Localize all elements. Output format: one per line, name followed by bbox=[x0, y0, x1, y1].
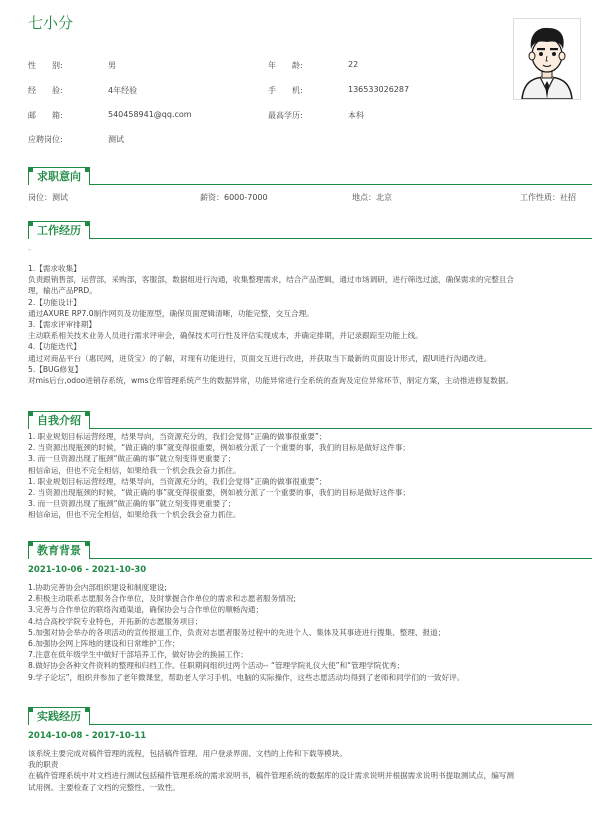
age-label: 年 龄: bbox=[268, 61, 303, 70]
edu-line: 4.结合高校学院专业特色，开拓新的志愿服务项目； bbox=[28, 616, 203, 626]
avatar bbox=[513, 18, 581, 100]
edu-line: 1.协助完善协会内部组织建设和制度建设; bbox=[28, 583, 167, 592]
practice-line: 该系统主要完成对稿件管理的流程，包括稿件管理、用户登录界面、文档的上传和下载等模块。 bbox=[28, 749, 347, 758]
section-title-edu: 教育背景 bbox=[28, 541, 90, 559]
work-line: 通过对商品平台（惠民网，进货宝）的了解，对现有功能进行，页面交互进行改进，并获取当下最新的页面设计形式，跟UI进行沟通改进。 bbox=[28, 353, 492, 363]
work-line: 通过AXURE RP7.0制作网页及功能原型，确保页面逻辑清晰，功能完整，交互合理。 bbox=[28, 308, 314, 318]
avatar-illustration bbox=[514, 19, 580, 99]
intro-line: 2. 当资源出现瓶颈的时候，“做正确的事”就变得很重要，例如被分派了一个重要的事，我们的目标是做好这件事； bbox=[28, 488, 411, 498]
work-line: 对mis后台,odoo进销存系统，wms仓库管理系统产生的数据异常，功能异常进行全系统的查询及定位异常环节，制定方案，主动推进修复数据。 bbox=[28, 376, 514, 386]
edu-line: 7.注意在低年级学生中做好干部培养工作，做好协会的换届工作； bbox=[28, 650, 248, 660]
edu-date: 2021-10-06 - 2021-10-30 bbox=[28, 565, 147, 575]
section-header-intent bbox=[28, 167, 592, 185]
phone-value: 136533026287 bbox=[348, 85, 410, 94]
section-header-practice bbox=[28, 707, 592, 725]
section-title-intent: 求职意向 bbox=[28, 167, 90, 185]
edu-line: 8.做好协会各种文件资料的整理和归档工作。任职期间组织过两个活动-- “管理学院礼仪大使”和“管理学院优秀； bbox=[28, 661, 405, 671]
edu-line: 2.积极主动联系志愿服务合作单位，及时掌握合作单位的需求和志愿者服务情况; bbox=[28, 594, 296, 604]
work-line: 1.【需求收集】 bbox=[28, 264, 81, 273]
experience-label: 经 验: bbox=[28, 86, 63, 95]
practice-content bbox=[28, 748, 592, 793]
phone-label: 手 机: bbox=[268, 86, 303, 95]
practice-line: 我的职责 bbox=[28, 760, 59, 770]
intro-content bbox=[28, 431, 592, 521]
work-line: 3.【需求评审排期】 bbox=[28, 320, 96, 330]
work-line: 负责跟销售部，运营部，采购部，客服部，数据组进行沟通，收集整理需求，结合产品逻辑，通过市场调研，进行筛选过滤，确保需求的完整且合 bbox=[28, 275, 514, 285]
edu-content bbox=[28, 582, 592, 683]
section-header-intro bbox=[28, 411, 592, 429]
edu-line: 5.加强对协会举办的各项活动的宣传报道工作，负责对志愿者服务过程中的先进个人、集体及其事迹进行搜集、整理、报道； bbox=[28, 627, 446, 637]
section-title-practice: 实践经历 bbox=[28, 707, 90, 725]
practice-date: 2014-10-08 - 2017-10-11 bbox=[28, 731, 147, 741]
position-label: 应聘岗位: bbox=[28, 135, 63, 144]
intent-salary: 薪资：6000-7000 bbox=[200, 193, 268, 202]
intro-line: 2. 当资源出现瓶颈的时候，“做正确的事”就变得很重要，例如被分派了一个重要的事，我们的目标是做好这件事； bbox=[28, 443, 411, 453]
edu-line: 9.学子论坛”，组织并参加了老年微课堂，帮助老人学习手机、电脑的实际操作，这些志愿活动均得到了老师和同学们的一致好评。 bbox=[28, 672, 465, 682]
edu-line: 3.完善与合作单位的联络沟通渠道，确保协会与合作单位的顺畅沟通； bbox=[28, 605, 264, 615]
work-line: 5.【BUG修复】 bbox=[28, 364, 83, 374]
age-value: 22 bbox=[348, 60, 359, 69]
email-label: 邮 箱: bbox=[28, 111, 63, 120]
intro-line: 相信命运，但也不完全相信，如果给我一个机会我会奋力抓住。 bbox=[28, 510, 241, 520]
work-content bbox=[28, 263, 592, 386]
work-line: 2.【功能设计】 bbox=[28, 297, 81, 307]
work-line: 4.【功能迭代】 bbox=[28, 342, 81, 352]
work-dash: - bbox=[28, 245, 31, 254]
education-value: 本科 bbox=[348, 111, 364, 120]
intent-location: 地点：北京 bbox=[352, 193, 392, 202]
intro-line: 1. 职业规划目标运营经理，结果导向，当资源充分的，我们会觉得“正确的做事很重要”； bbox=[28, 432, 327, 441]
section-header-edu bbox=[28, 541, 592, 559]
email-value: 540458941@qq.com bbox=[108, 110, 192, 119]
section-title-intro: 自我介绍 bbox=[28, 411, 90, 429]
practice-line: 在稿件管理系统中对文档进行测试包括稿件管理系统的需求说明书，稿件管理系统的数据库的设计需求说明并根据需求说明书提取测试点，编写测 bbox=[28, 771, 514, 781]
edu-line: 6.加强协会网上阵地的建设和日常维护工作； bbox=[28, 639, 180, 649]
intro-line: 3. 而一旦资源出现了瓶颈“做正确的事”就立刻变得更重要了； bbox=[28, 499, 236, 509]
section-header-work bbox=[28, 221, 592, 239]
candidate-name: 七小分 bbox=[28, 14, 74, 32]
intro-line: 1. 职业规划目标运营经理，结果导向，当资源充分的，我们会觉得“正确的做事很重要”； bbox=[28, 476, 327, 486]
intent-position: 岗位：测试 bbox=[28, 193, 68, 202]
section-title-work: 工作经历 bbox=[28, 221, 90, 239]
intent-type: 工作性质：社招 bbox=[520, 193, 576, 202]
gender-value: 男 bbox=[108, 61, 116, 70]
work-line: 理，输出产品PRD。 bbox=[28, 286, 97, 296]
position-value: 测试 bbox=[108, 135, 124, 144]
experience-value: 4年经验 bbox=[108, 86, 138, 95]
practice-line: 试用例。主要检查了文档的完整性、一致性。 bbox=[28, 782, 180, 792]
gender-label: 性 别: bbox=[28, 61, 63, 70]
intro-line: 相信命运，但也不完全相信，如果给我一个机会我会奋力抓住。 bbox=[28, 465, 241, 475]
intro-line: 3. 而一旦资源出现了瓶颈“做正确的事”就立刻变得更重要了； bbox=[28, 454, 236, 464]
education-label: 最高学历: bbox=[268, 111, 303, 120]
work-line: 主动联系相关技术业务人员进行需求评审会，确保技术可行性及评估实现成本，并确定排期，并记录跟踪至功能上线。 bbox=[28, 331, 423, 341]
